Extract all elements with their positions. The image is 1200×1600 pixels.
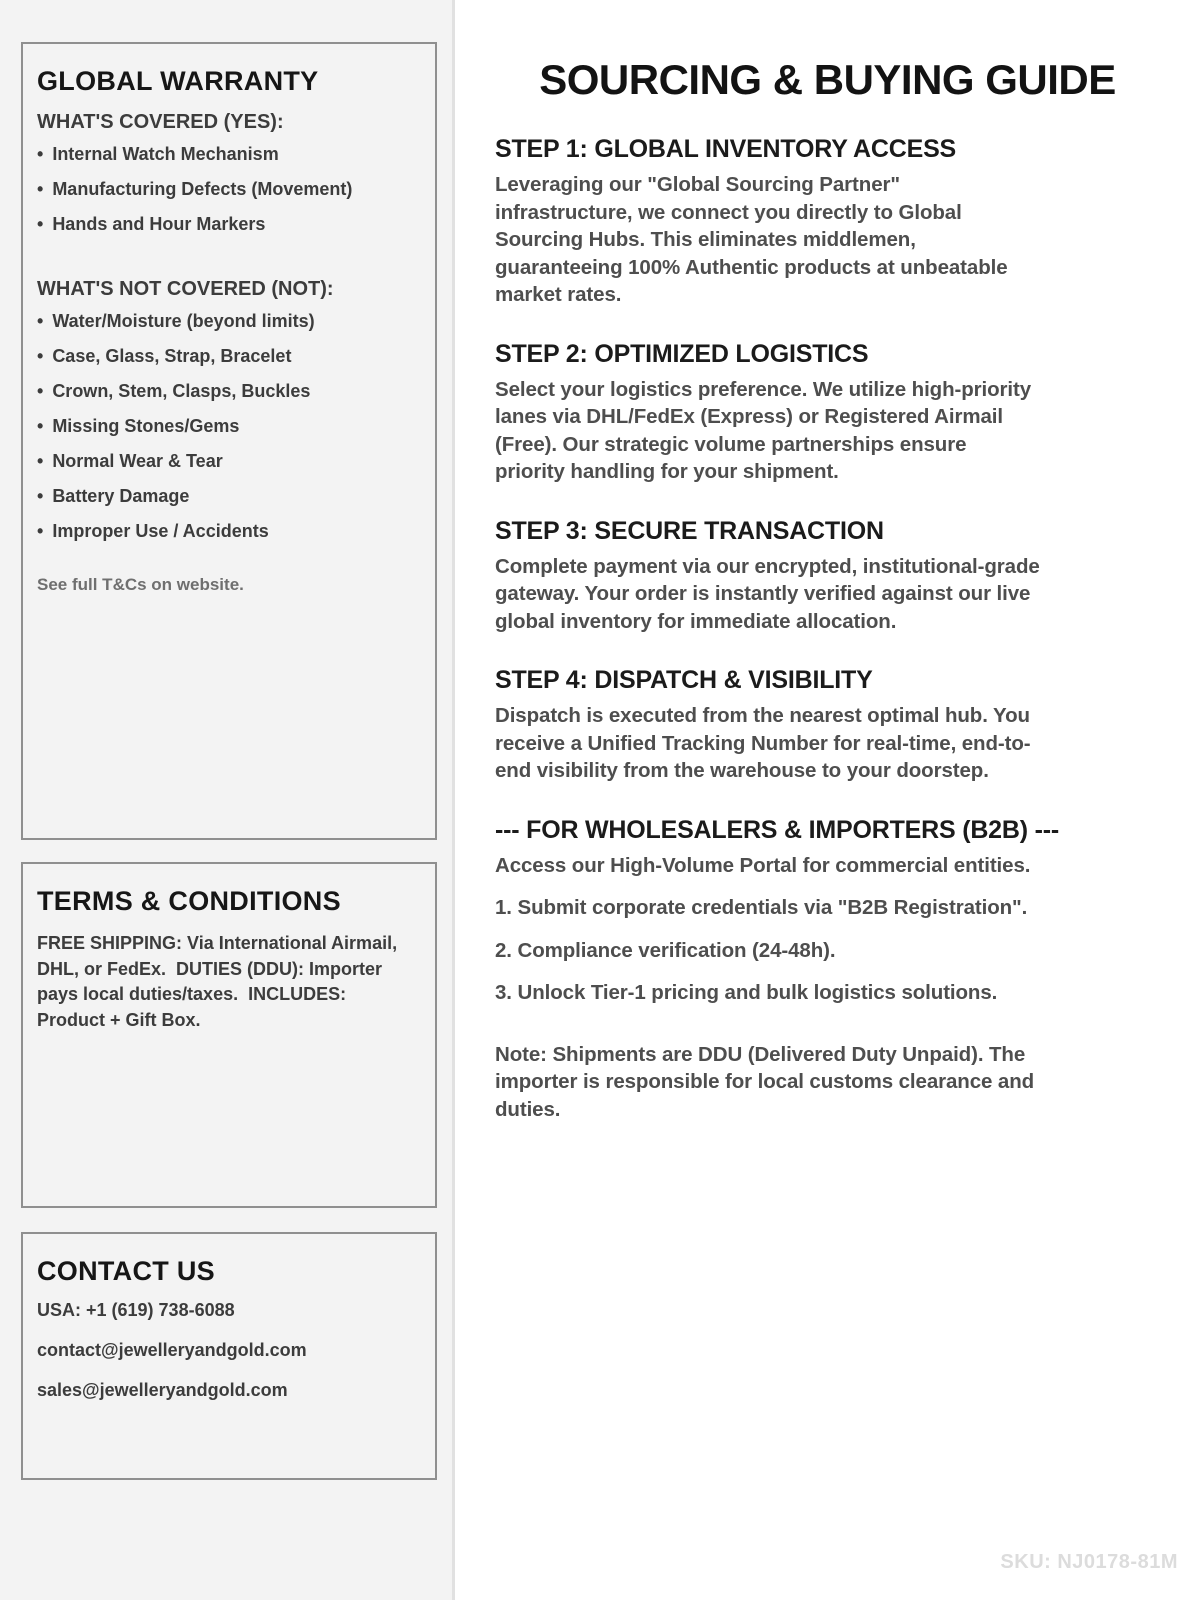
list-item [37, 521, 419, 541]
b2b-section [495, 816, 1160, 1124]
sales-email: sales@jewelleryandgold.com [37, 1380, 288, 1400]
step-1-section [495, 135, 1160, 309]
list-item [37, 144, 419, 164]
list-item [37, 451, 419, 471]
bullet-icon: • [37, 346, 44, 366]
sku-label: SKU: NJ0178-81M [1000, 1551, 1178, 1573]
step-2-section [495, 340, 1160, 486]
list-item-label: Hands and Hour Markers [52, 214, 266, 234]
sourcing-guide-main [458, 0, 1200, 1600]
terms-body: FREE SHIPPING: Via International Airmail, DHL, or FedEx. DUTIES (DDU): Importer pays local duties/taxes. INCLUDES: Product + Gift Box. [37, 933, 403, 1030]
list-item-label: Crown, Stem, Clasps, Buckles [52, 381, 311, 401]
list-item [37, 311, 419, 331]
list-item-label: Missing Stones/Gems [52, 416, 240, 436]
page-title: SOURCING & BUYING GUIDE [539, 56, 1116, 103]
step-1-heading: STEP 1: GLOBAL INVENTORY ACCESS [495, 135, 957, 163]
bullet-icon: • [37, 521, 44, 541]
b2b-step-1: 1. Submit corporate credentials via "B2B Registration". [495, 896, 1028, 919]
b2b-intro-paragraph: Access our High-Volume Portal for commercial entities. [495, 853, 1031, 877]
warranty-footnote: See full T&Cs on website. [37, 575, 244, 594]
bullet-icon: • [37, 311, 44, 331]
bullet-icon: • [37, 381, 44, 401]
step-4-heading: STEP 4: DISPATCH & VISIBILITY [495, 666, 873, 694]
terms-conditions-panel [21, 862, 437, 1208]
bullet-icon: • [37, 179, 44, 199]
bullet-icon: • [37, 144, 44, 164]
contact-phone: USA: +1 (619) 738-6088 [37, 1300, 235, 1320]
step-4-paragraph: Dispatch is executed from the nearest optimal hub. You receive a Unified Tracking Number for real-time, end-to-end visibility from the warehouse to your doorstep. [495, 704, 1031, 782]
terms-title: TERMS & CONDITIONS [37, 886, 341, 916]
list-item-label: Normal Wear & Tear [52, 451, 223, 471]
not-covered-heading: WHAT'S NOT COVERED (NOT): [37, 278, 334, 300]
step-3-heading: STEP 3: SECURE TRANSACTION [495, 516, 884, 545]
list-item-label: Improper Use / Accidents [52, 521, 269, 541]
step-2-paragraph: Select your logistics preference. We utilize high-priority lanes via DHL/FedEx (Express) or Registered Airmail (Free). Our strategic volume partnerships ensure priority handling for your shipment. [495, 377, 1032, 483]
contact-us-panel [21, 1232, 437, 1480]
ddu-note: Note: Shipments are DDU (Delivered Duty Unpaid). The importer is responsible for local customs clearance and duties. [495, 1042, 1035, 1121]
list-item [37, 346, 419, 366]
list-item-label: Water/Moisture (beyond limits) [52, 311, 315, 331]
b2b-heading: --- FOR WHOLESALERS & IMPORTERS (B2B) --- [495, 815, 1059, 844]
contact-title: CONTACT US [37, 1256, 215, 1286]
b2b-step-2: 2. Compliance verification (24-48h). [495, 938, 836, 962]
list-item [37, 486, 419, 506]
bullet-icon: • [37, 451, 44, 471]
list-item-label: Internal Watch Mechanism [52, 144, 279, 164]
bullet-icon: • [37, 416, 44, 436]
list-item [37, 381, 419, 401]
list-item-label: Manufacturing Defects (Movement) [52, 179, 353, 199]
step-4-section [495, 666, 1160, 785]
contact-email: contact@jewelleryandgold.com [37, 1340, 307, 1360]
step-2-heading: STEP 2: OPTIMIZED LOGISTICS [495, 339, 869, 368]
step-3-section [495, 517, 1160, 636]
warranty-title: GLOBAL WARRANTY [37, 66, 319, 96]
not-covered-list [37, 311, 419, 541]
list-item [37, 214, 419, 234]
list-item-label: Battery Damage [52, 486, 190, 506]
list-item [37, 416, 419, 436]
list-item-label: Case, Glass, Strap, Bracelet [52, 346, 292, 366]
step-1-paragraph: Leveraging our "Global Sourcing Partner" infrastructure, we connect you directly to Global Sourcing Hubs. This eliminates middlemen, guaranteeing 100% Authentic products at unbeatable market rates. [495, 173, 1008, 306]
list-item [37, 179, 419, 199]
covered-list [37, 144, 419, 234]
info-sidebar [0, 0, 455, 1600]
covered-heading: WHAT'S COVERED (YES): [37, 111, 284, 133]
b2b-step-3: 3. Unlock Tier-1 pricing and bulk logistics solutions. [495, 981, 998, 1004]
bullet-icon: • [37, 214, 44, 234]
step-3-paragraph: Complete payment via our encrypted, institutional-grade gateway. Your order is instantly verified against our live global inventory for immediate allocation. [495, 554, 1040, 633]
global-warranty-panel [21, 42, 437, 840]
bullet-icon: • [37, 486, 44, 506]
